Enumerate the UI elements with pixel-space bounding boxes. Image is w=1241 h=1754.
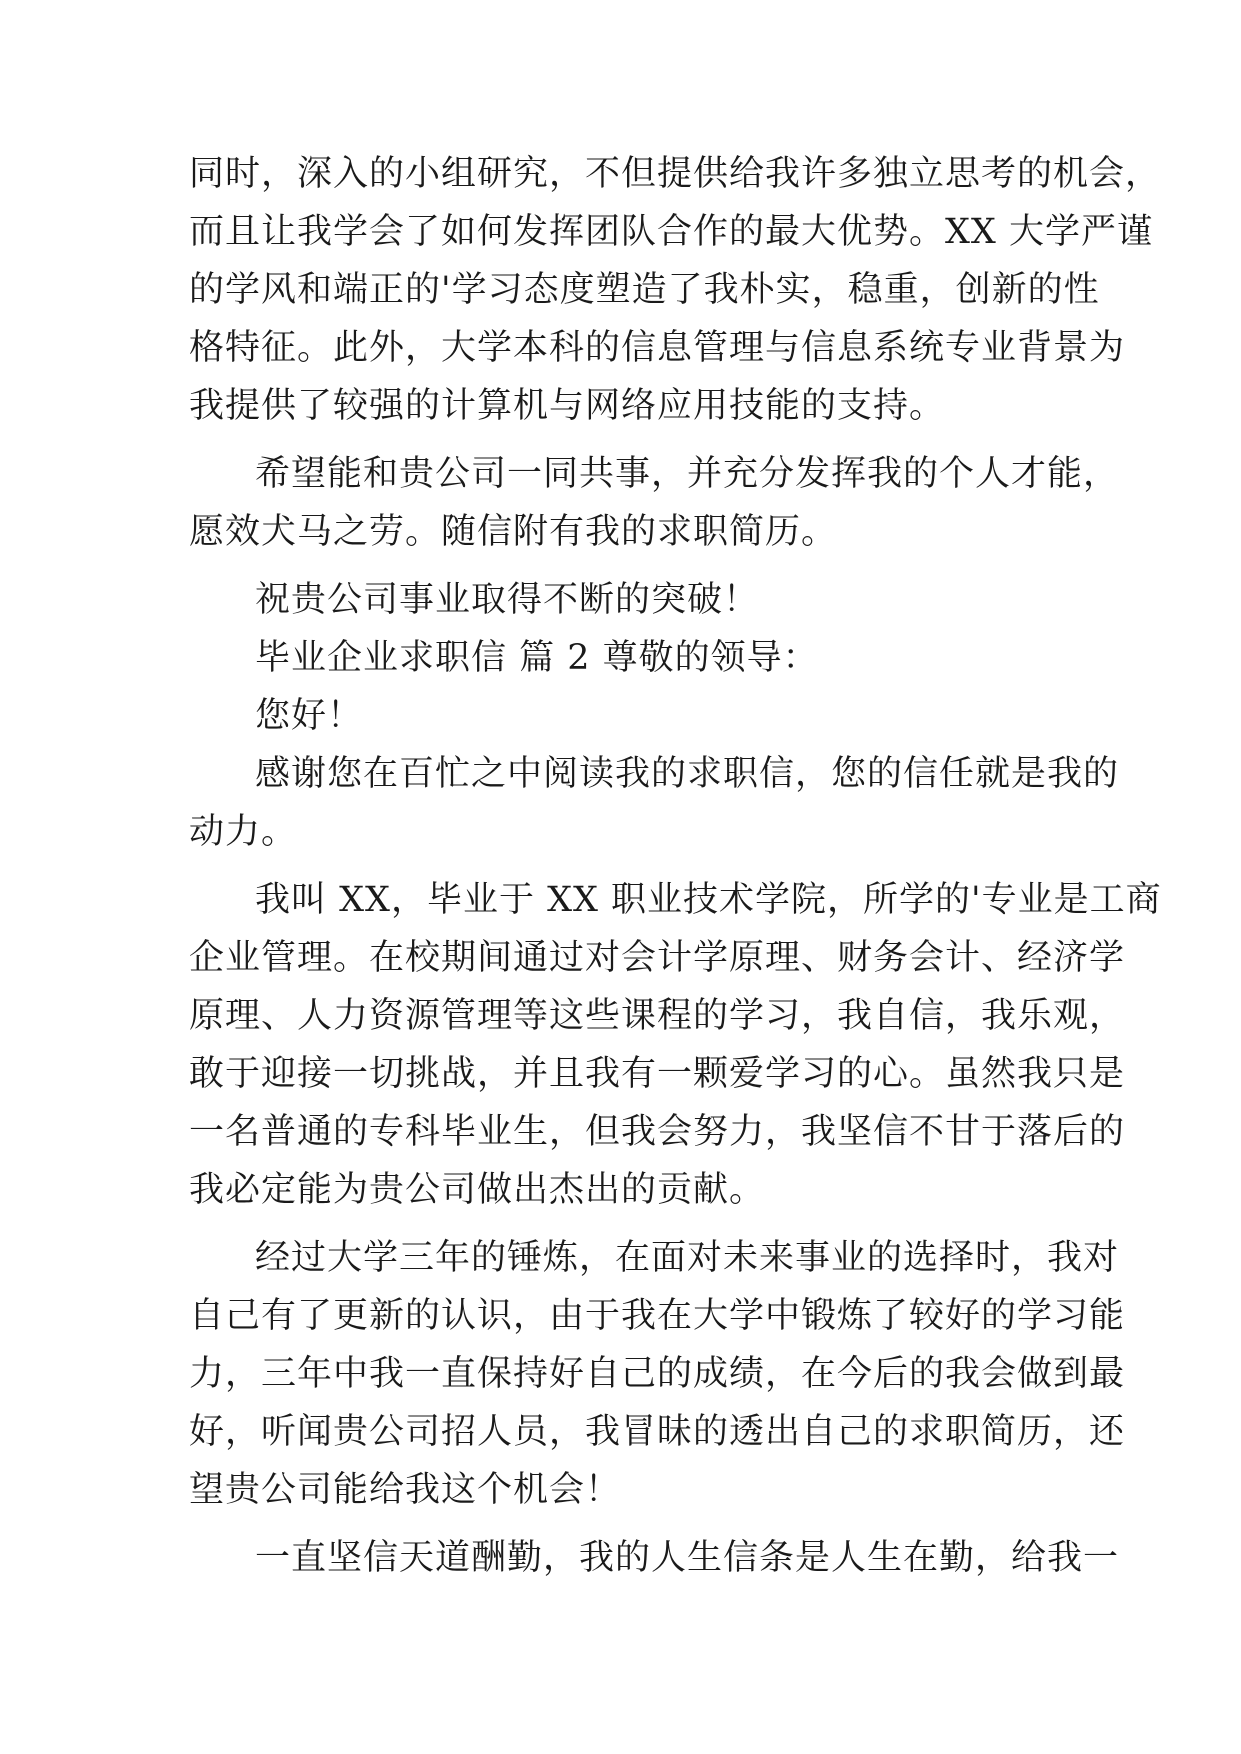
text-line: 一名普通的专科毕业生，但我会努力，我坚信不甘于落后的 xyxy=(189,1112,1126,1152)
text-line: 敢于迎接一切挑战，并且我有一颗爱学习的心。虽然我只是 xyxy=(189,1054,1126,1094)
text-line: 力，三年中我一直保持好自己的成绩，在今后的我会做到最 xyxy=(189,1354,1126,1394)
text-line: 我提供了较强的计算机与网络应用技能的支持。 xyxy=(189,386,946,426)
text-line: 动力。 xyxy=(189,812,298,852)
text-line: 企业管理。在校期间通过对会计学原理、财务会计、经济学 xyxy=(189,938,1126,978)
text-line: 原理、人力资源管理等这些课程的学习，我自信，我乐观， xyxy=(189,996,1126,1036)
text-line: 的学风和端正的'学习态度塑造了我朴实，稳重，创新的性 xyxy=(189,270,1100,310)
text-line: 格特征。此外，大学本科的信息管理与信息系统专业背景为 xyxy=(189,328,1126,368)
paragraph-first-line: 经过大学三年的锤炼，在面对未来事业的选择时，我对 xyxy=(255,1238,1120,1278)
text-line: 同时，深入的小组研究，不但提供给我许多独立思考的机会， xyxy=(189,154,1162,194)
text-line: 望贵公司能给我这个机会！ xyxy=(189,1470,622,1510)
text-line: 我必定能为贵公司做出杰出的贡献。 xyxy=(189,1170,766,1210)
text-line: 自己有了更新的认识，由于我在大学中锻炼了较好的学习能 xyxy=(189,1296,1126,1336)
greeting: 您好！ xyxy=(255,696,364,736)
closing-wish: 祝贵公司事业取得不断的突破！ xyxy=(255,580,760,620)
paragraph-first-line: 希望能和贵公司一同共事，并充分发挥我的个人才能， xyxy=(255,454,1120,494)
paragraph-first-line: 感谢您在百忙之中阅读我的求职信，您的信任就是我的 xyxy=(255,754,1120,794)
section-heading: 毕业企业求职信 篇 2 尊敬的领导： xyxy=(255,638,819,678)
text-line: 而且让我学会了如何发挥团队合作的最大优势。XX 大学严谨 xyxy=(189,212,1153,252)
text-line: 好，听闻贵公司招人员，我冒昧的透出自己的求职简历，还 xyxy=(189,1412,1126,1452)
paragraph-first-line: 一直坚信天道酬勤，我的人生信条是人生在勤，给我一 xyxy=(255,1538,1120,1578)
paragraph-first-line: 我叫 XX，毕业于 XX 职业技术学院，所学的'专业是工商 xyxy=(255,880,1162,920)
text-line: 愿效犬马之劳。随信附有我的求职简历。 xyxy=(189,512,838,552)
